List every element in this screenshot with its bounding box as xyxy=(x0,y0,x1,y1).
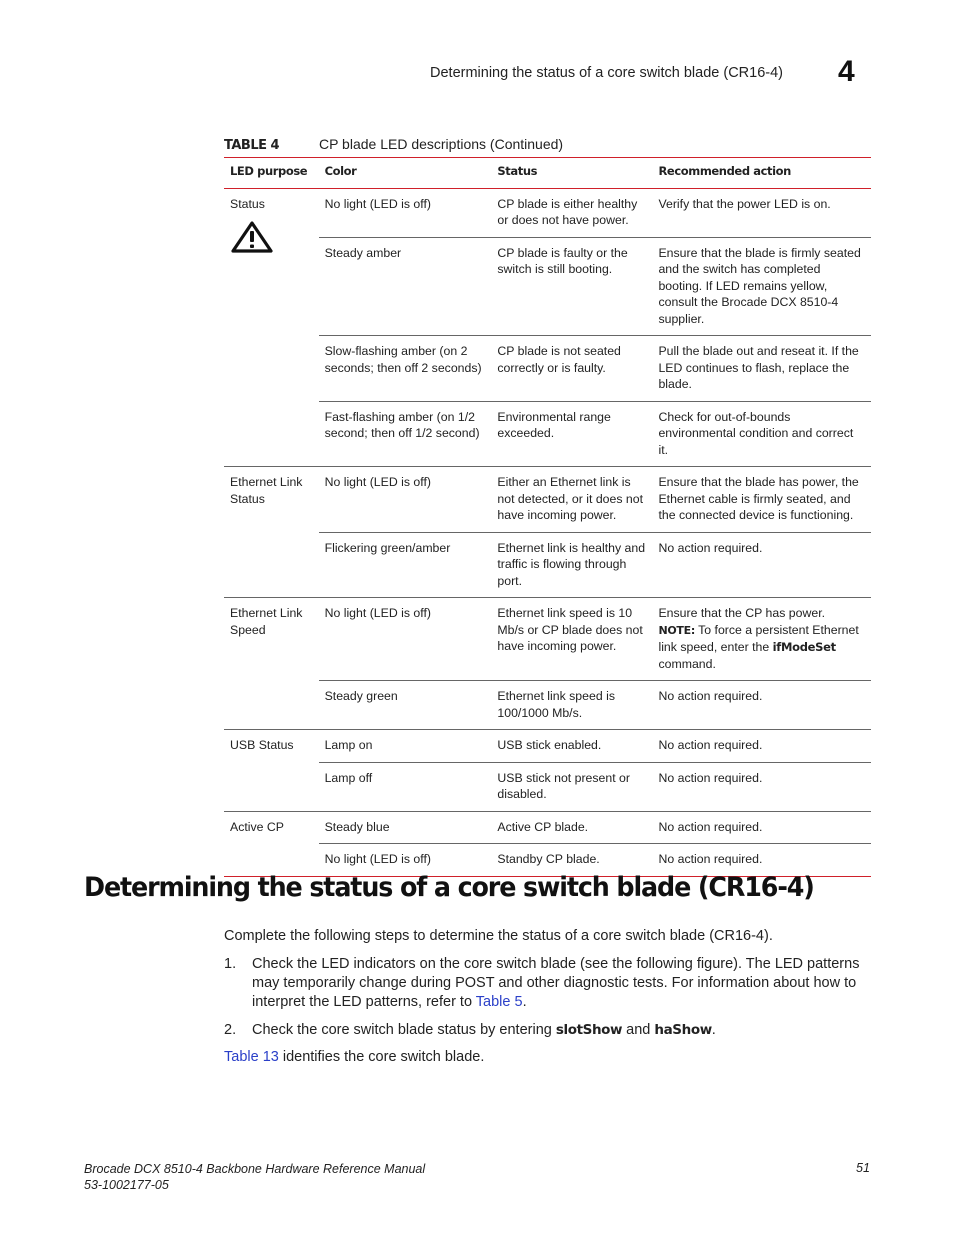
table-row xyxy=(224,762,871,811)
table-header-row xyxy=(224,158,871,189)
cell-color: Fast-flashing amber (on 1/2 second; then off 1/2 second) xyxy=(319,401,492,467)
cell-status: Ethernet link speed is 10 Mb/s or CP blade does not have incoming power. xyxy=(491,598,652,681)
cell-color: Lamp on xyxy=(319,730,492,763)
table-row xyxy=(224,188,871,237)
step-number: 2. xyxy=(224,1022,237,1038)
step-text xyxy=(252,955,874,1012)
col-header-status: Status xyxy=(491,158,652,189)
cell-action: No action required. xyxy=(652,681,871,730)
cell-color: Lamp off xyxy=(319,762,492,811)
table-5-link[interactable]: Table 5 xyxy=(475,994,523,1010)
col-header-recommended-action: Recommended action xyxy=(652,158,871,189)
note-text: To force a persistent Ethernet link speed, enter the xyxy=(658,622,859,654)
running-header: Determining the status of a core switch blade (CR16-4) xyxy=(430,65,783,81)
step-text xyxy=(252,1021,874,1040)
cell-status: Ethernet link speed is 100/1000 Mb/s. xyxy=(491,681,652,730)
cell-action: No action required. xyxy=(652,762,871,811)
table-row xyxy=(224,811,871,844)
cell-color: Slow-flashing amber (on 2 seconds; then off 2 seconds) xyxy=(319,336,492,402)
intro-paragraph: Complete the following steps to determine the status of a core switch blade (CR16-4). xyxy=(224,928,773,944)
cell-purpose: Ethernet Link Speed xyxy=(224,598,319,730)
cell-action: Verify that the power LED is on. xyxy=(658,196,831,211)
cell-status: Active CP blade. xyxy=(491,811,652,844)
cell-color: No light (LED is off) xyxy=(324,196,431,211)
cell-status: USB stick enabled. xyxy=(491,730,652,763)
cell-action: Ensure that the blade has power, the Ethernet cable is firmly seated, and the connected device is functioning. xyxy=(652,467,871,533)
table-row xyxy=(224,681,871,730)
step-2 xyxy=(224,1021,874,1040)
command-slotshow: slotShow xyxy=(555,1022,623,1038)
col-header-led-purpose: LED purpose xyxy=(224,158,319,189)
note-text-end: command. xyxy=(658,656,716,671)
step-number: 1. xyxy=(224,956,237,972)
cell-purpose: Active CP xyxy=(224,811,319,876)
cell-action: Check for out-of-bounds environmental condition and correct it. xyxy=(652,401,871,467)
cell-color: No light (LED is off) xyxy=(319,467,492,533)
manual-title: Brocade DCX 8510-4 Backbone Hardware Reference Manual xyxy=(84,1162,426,1176)
table-title: CP blade LED descriptions (Continued) xyxy=(318,136,564,152)
table-row xyxy=(224,237,871,336)
cell-status: Environmental range exceeded. xyxy=(491,401,652,467)
page-number: 51 xyxy=(856,1161,870,1175)
cell-color: Steady green xyxy=(319,681,492,730)
cell-action: No action required. xyxy=(652,730,871,763)
table-row xyxy=(224,467,871,533)
closing-text: identifies the core switch blade. xyxy=(278,1049,485,1065)
table-row xyxy=(224,598,871,681)
cell-status: Ethernet link is healthy and traffic is flowing through port. xyxy=(491,532,652,598)
cell-action xyxy=(652,598,871,681)
table-caption xyxy=(224,136,563,153)
table-row xyxy=(224,401,871,467)
closing-paragraph xyxy=(224,1048,484,1067)
warning-icon xyxy=(230,220,313,259)
cell-purpose xyxy=(224,188,319,467)
purpose-label: Status xyxy=(230,196,265,211)
cell-status: USB stick not present or disabled. xyxy=(491,762,652,811)
cell-action: No action required. xyxy=(652,844,871,877)
cell-status: Either an Ethernet link is not detected, or it does not have incoming power. xyxy=(491,467,652,533)
cell-action: No action required. xyxy=(652,811,871,844)
step-1-text: Check the LED indicators on the core switch blade (see the following figure). The LED patterns may temporarily change during POST and other diagnostic tests. For information about how to interpret the LED patterns, refer to xyxy=(252,956,860,1010)
chapter-number: 4 xyxy=(838,55,855,88)
step-2-text: Check the core switch blade status by entering xyxy=(252,1022,556,1038)
table-row xyxy=(224,730,871,763)
cell-color: Flickering green/amber xyxy=(319,532,492,598)
led-table xyxy=(224,157,871,877)
step-2-end: . xyxy=(711,1022,716,1038)
doc-number: 53-1002177-05 xyxy=(84,1178,169,1192)
section-heading: Determining the status of a core switch blade (CR16-4) xyxy=(84,872,814,903)
step-1-end: . xyxy=(522,994,527,1010)
step-2-mid: and xyxy=(622,1022,655,1038)
cell-status: CP blade is not seated correctly or is faulty. xyxy=(491,336,652,402)
note-label: NOTE: xyxy=(658,623,695,637)
table-13-link[interactable]: Table 13 xyxy=(224,1049,279,1065)
col-header-color: Color xyxy=(319,158,492,189)
command-ifmodeset: ifModeSet xyxy=(772,640,836,654)
cell-color: No light (LED is off) xyxy=(319,844,492,877)
cell-status: CP blade is either healthy or does not have power. xyxy=(497,196,638,227)
cell-action: Pull the blade out and reseat it. If the LED continues to flash, replace the blade. xyxy=(652,336,871,402)
table-row xyxy=(224,336,871,402)
cell-status: Standby CP blade. xyxy=(491,844,652,877)
table-row xyxy=(224,532,871,598)
cell-color: Steady blue xyxy=(319,811,492,844)
cell-color: Steady amber xyxy=(319,237,492,336)
step-1 xyxy=(224,955,874,1012)
table-label: TABLE 4 xyxy=(224,138,280,153)
note xyxy=(658,622,865,673)
footer-left xyxy=(84,1161,425,1193)
cell-purpose: Ethernet Link Status xyxy=(224,467,319,598)
cell-status: CP blade is faulty or the switch is still booting. xyxy=(491,237,652,336)
action-main: Ensure that the CP has power. xyxy=(658,606,826,620)
cell-purpose: USB Status xyxy=(224,730,319,812)
command-hashow: haShow xyxy=(654,1022,712,1038)
cell-color: No light (LED is off) xyxy=(319,598,492,681)
cell-action: Ensure that the blade is firmly seated and the switch has completed booting. If LED remains yellow, consult the Brocade DCX 8510-4 supplier. xyxy=(652,237,871,336)
cell-action: No action required. xyxy=(652,532,871,598)
